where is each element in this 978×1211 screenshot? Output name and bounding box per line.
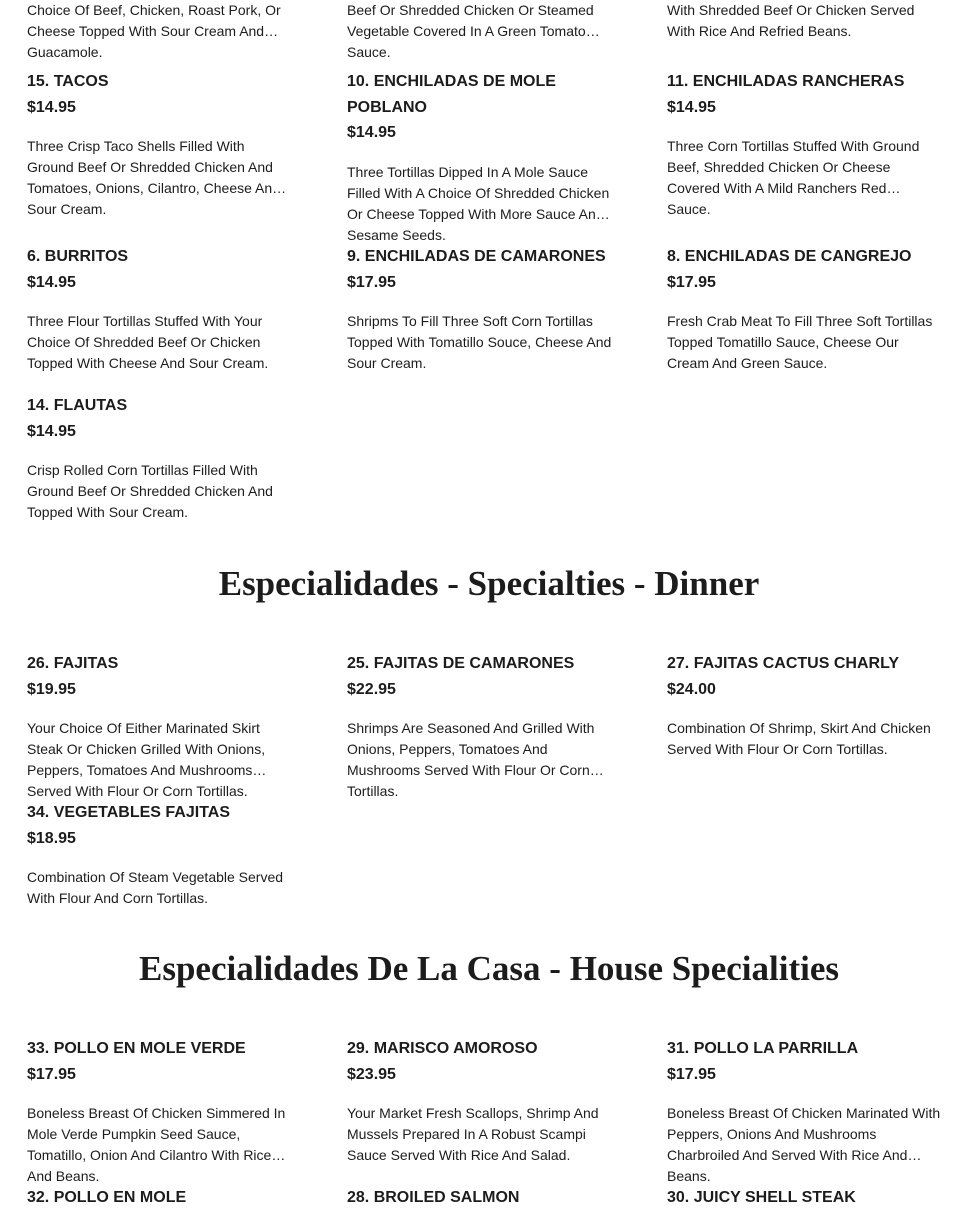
item-name: 30. JUICY SHELL STEAK <box>667 1189 856 1206</box>
item-name: 28. BROILED SALMON <box>347 1189 520 1206</box>
menu-item-enchiladas-camarones <box>347 244 612 374</box>
item-price: $14.95 <box>667 98 716 116</box>
menu-item-enchiladas-cangrejo <box>667 244 942 374</box>
item-name: 33. POLLO EN MOLE VERDE <box>27 1040 246 1057</box>
item-name: 14. FLAUTAS <box>27 397 128 414</box>
item-name: 32. POLLO EN MOLE <box>27 1189 187 1206</box>
item-name: 15. TACOS <box>27 73 109 90</box>
item-description: Three Flour Tortillas Stuffed With Your Choice Of Shredded Beef Or Chicken Topped With Cheese And Sour Cream. <box>27 313 269 371</box>
item-description: Your Market Fresh Scallops, Shrimp And Mussels Prepared In A Robust Scampi Sauce Served With Rice And Salad. <box>347 1105 599 1163</box>
item-name: 10. ENCHILADAS DE MOLE POBLANO <box>347 73 556 116</box>
menu-item-broiled-salmon <box>347 1185 612 1211</box>
item-price: $18.95 <box>27 829 76 847</box>
menu-item-tacos <box>27 69 292 217</box>
item-description: With Shredded Beef Or Chicken Served With Rice And Refried Beans. <box>667 2 915 39</box>
item-price: $17.95 <box>347 273 396 291</box>
menu-item-enchiladas-rancheras <box>667 69 932 217</box>
item-price: $14.95 <box>27 273 76 291</box>
item-price: $17.95 <box>667 273 716 291</box>
item-price: $14.95 <box>347 124 396 141</box>
item-description: Shripms To Fill Three Soft Corn Tortillas Topped With Tomatillo Souce, Cheese And Sour Cream. <box>347 313 612 371</box>
item-description: Shrimps Are Seasoned And Grilled With Onions, Peppers, Tomatoes And Mushrooms Served With Flour Or Corn Tortillas. <box>347 720 595 799</box>
item-price: $23.95 <box>347 1065 396 1083</box>
item-price: $17.95 <box>667 1065 716 1083</box>
menu-item <box>347 0 612 60</box>
item-name: 27. FAJITAS CACTUS CHARLY <box>667 655 900 672</box>
item-price: $14.95 <box>27 422 76 440</box>
item-price: $14.95 <box>27 98 76 116</box>
section-title-specialties-dinner: Especialidades - Specialties - Dinner <box>218 564 760 603</box>
menu-item-pollo-en-mole <box>27 1185 292 1211</box>
item-description: Beef Or Shredded Chicken Or Steamed Vegetable Covered In A Green Tomato Sauce. <box>347 2 594 60</box>
item-description: Crisp Rolled Corn Tortillas Filled With Ground Beef Or Shredded Chicken And Topped With Sour Cream. <box>27 462 273 520</box>
item-description: Three Corn Tortillas Stuffed With Ground Beef, Shredded Chicken Or Cheese Covered With A Mild Ranchers Red Sauce. <box>667 138 920 217</box>
item-name: 34. VEGETABLES FAJITAS <box>27 804 231 821</box>
section-title-house-specialities: Especialidades De La Casa - House Specialities <box>138 949 840 988</box>
item-name: 25. FAJITAS DE CAMARONES <box>347 655 575 672</box>
item-name: 6. BURRITOS <box>27 248 129 265</box>
item-description: Three Crisp Taco Shells Filled With Ground Beef Or Shredded Chicken And Tomatoes, Onions, Cilantro, Cheese And Sour Cream. <box>27 138 280 217</box>
menu-item-burritos <box>27 244 292 374</box>
item-description: Boneless Breast Of Chicken Simmered In Mole Verde Pumpkin Seed Sauce, Tomatillo, Onion And Cilantro With Rice And Beans. <box>27 1105 286 1184</box>
menu-item-pollo-la-parrilla <box>667 1036 942 1184</box>
item-description: Three Tortillas Dipped In A Mole Sauce Filled With A Choice Of Shredded Chicken Or Cheese Topped With More Sauce And Sesame Seeds. <box>347 163 610 243</box>
menu-item <box>27 0 292 60</box>
item-name: 26. FAJITAS <box>27 655 119 672</box>
item-name: 29. MARISCO AMOROSO <box>347 1040 538 1057</box>
item-price: $24.00 <box>667 680 716 698</box>
item-description: Fresh Crab Meat To Fill Three Soft Tortillas Topped Tomatillo Sauce, Cheese Our Cream And Green Sauce. <box>667 313 933 371</box>
item-description: Combination Of Shrimp, Skirt And Chicken Served With Flour Or Corn Tortillas. <box>667 720 931 757</box>
menu-item-enchiladas-mole-poblano <box>347 69 612 243</box>
item-price: $22.95 <box>347 680 396 698</box>
item-name: 31. POLLO LA PARRILLA <box>667 1040 859 1057</box>
menu-item-vegetables-fajitas <box>27 800 292 909</box>
menu-item-flautas <box>27 393 292 523</box>
item-description: Choice Of Beef, Chicken, Roast Pork, Or Cheese Topped With Sour Cream And Guacamole. <box>27 2 281 60</box>
item-description: Combination Of Steam Vegetable Served With Flour And Corn Tortillas. <box>27 869 284 906</box>
item-price: $19.95 <box>27 680 76 698</box>
item-price: $17.95 <box>27 1065 76 1083</box>
menu-item-fajitas <box>27 651 292 799</box>
menu-item <box>667 0 932 42</box>
menu-item-fajitas-cactus-charly <box>667 651 942 760</box>
item-name: 8. ENCHILADAS DE CANGREJO <box>667 248 912 265</box>
item-name: 9. ENCHILADAS DE CAMARONES <box>347 248 606 265</box>
menu-item-fajitas-camarones <box>347 651 612 799</box>
menu-item-pollo-mole-verde <box>27 1036 292 1184</box>
menu-item-marisco-amoroso <box>347 1036 612 1166</box>
item-description: Your Choice Of Either Marinated Skirt Steak Or Chicken Grilled With Onions, Peppers, Tomatoes And Mushrooms Served With Flour Or Corn Tortillas. <box>27 720 266 799</box>
item-name: 11. ENCHILADAS RANCHERAS <box>667 73 905 90</box>
menu-item-juicy-shell-steak <box>667 1185 932 1211</box>
item-description: Boneless Breast Of Chicken Marinated With Peppers, Onions And Mushrooms Charbroiled And Served With Rice And Beans. <box>667 1105 941 1184</box>
